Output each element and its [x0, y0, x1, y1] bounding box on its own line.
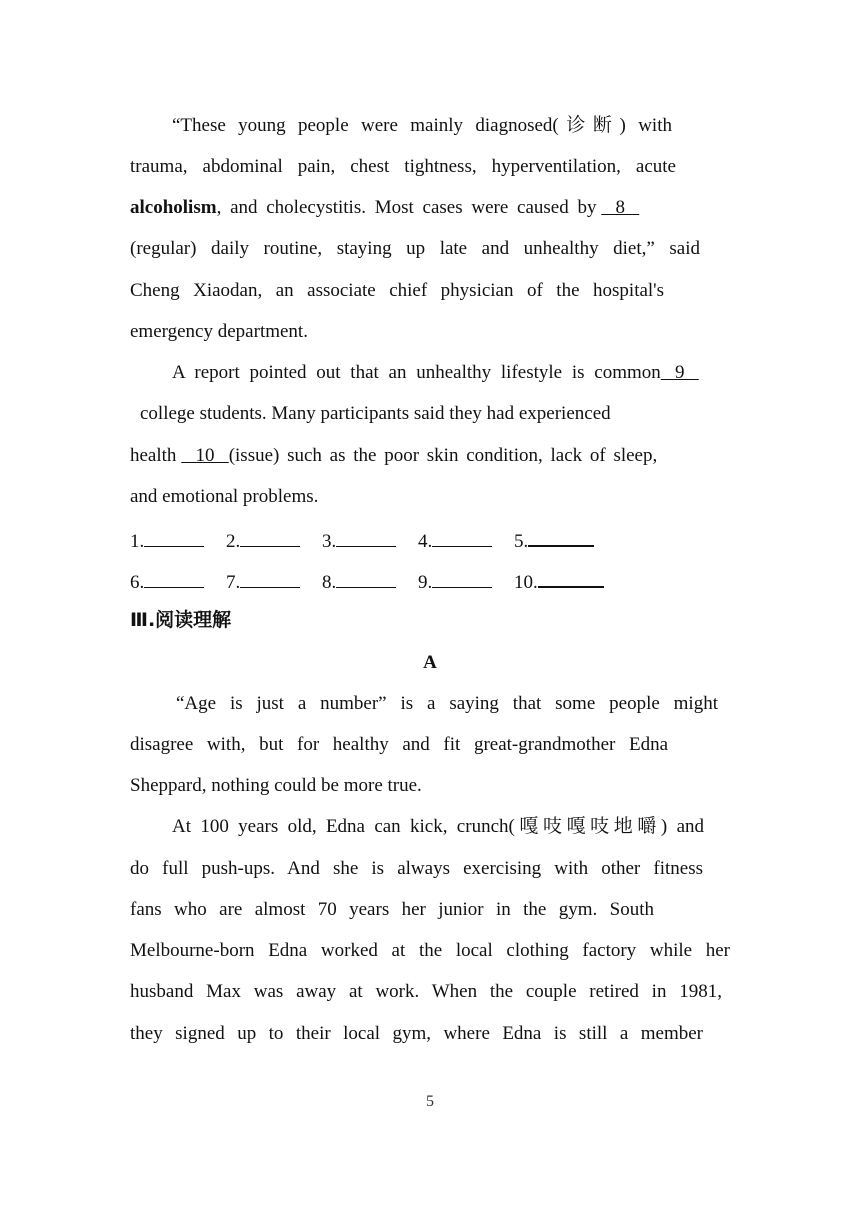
reading-p2-line-3: fans who are almost 70 years her junior in the gym. South: [130, 899, 654, 920]
blank-9: 9: [660, 362, 699, 383]
answer-item[interactable]: 9.: [418, 569, 514, 595]
reading-p1-line-1: “Age is just a number” is a saying that some people might: [176, 693, 718, 714]
reading-p2-line-6: they signed up to their local gym, where Edna is still a member: [130, 1023, 703, 1044]
answer-item[interactable]: 2.: [226, 528, 322, 554]
passage-line-9: [130, 444, 730, 468]
answer-item[interactable]: 4.: [418, 528, 514, 554]
passage-line-2: trauma, abdominal pain, chest tightness, hyperventilation, acute: [130, 156, 676, 177]
passage-line-3-text: , and cholecystitis. Most cases were caused by: [216, 197, 597, 218]
passage-line-6: emergency department.: [130, 321, 308, 342]
passage-line-3: [130, 196, 730, 220]
section-title: Ⅲ.阅读理解: [130, 609, 232, 631]
answer-item[interactable]: 6.: [130, 569, 226, 595]
reading-p2-line-5: husband Max was away at work. When the couple retired in 1981,: [130, 981, 722, 1002]
answer-item[interactable]: 8.: [322, 569, 418, 595]
passage-line-7-text: A report pointed out that an unhealthy lifestyle is common: [172, 362, 661, 383]
answer-item[interactable]: 10.: [514, 568, 610, 595]
answer-row-2: [130, 568, 610, 595]
passage-line-7: [172, 361, 732, 385]
passage-line-9-b: (issue) such as the poor skin condition, lack of sleep,: [228, 445, 658, 466]
reading-p2-line-2: do full push-ups. And she is always exercising with other fitness: [130, 858, 703, 879]
answer-item[interactable]: 1.: [130, 528, 226, 554]
page-number: 5: [426, 1093, 434, 1110]
answer-row-1: [130, 527, 610, 554]
passage-line-8: college students. Many participants said they had experienced: [140, 403, 611, 424]
answer-item[interactable]: 5.: [514, 527, 610, 554]
blank-10: 10: [181, 445, 229, 466]
bold-word-alcoholism: alcoholism: [130, 197, 217, 218]
reading-p1-line-3: Sheppard, nothing could be more true.: [130, 775, 422, 796]
passage-line-9-a: health: [130, 445, 177, 466]
passage-line-10: and emotional problems.: [130, 486, 319, 507]
reading-p2-line-4: Melbourne-born Edna worked at the local clothing factory while her: [130, 940, 730, 961]
passage-line-4: (regular) daily routine, staying up late and unhealthy diet,” said: [130, 238, 700, 259]
blank-8: 8: [601, 197, 640, 218]
passage-line-1: “These young people were mainly diagnosed(诊断) with: [172, 115, 672, 136]
answer-item[interactable]: 7.: [226, 569, 322, 595]
reading-p2-line-1: At 100 years old, Edna can kick, crunch(嘎吱嘎吱地嚼) and: [172, 816, 704, 837]
answer-item[interactable]: 3.: [322, 528, 418, 554]
reading-p1-line-2: disagree with, but for healthy and fit great-grandmother Edna: [130, 734, 668, 755]
part-label: A: [423, 652, 437, 673]
passage-line-5: Cheng Xiaodan, an associate chief physician of the hospital's: [130, 280, 664, 301]
